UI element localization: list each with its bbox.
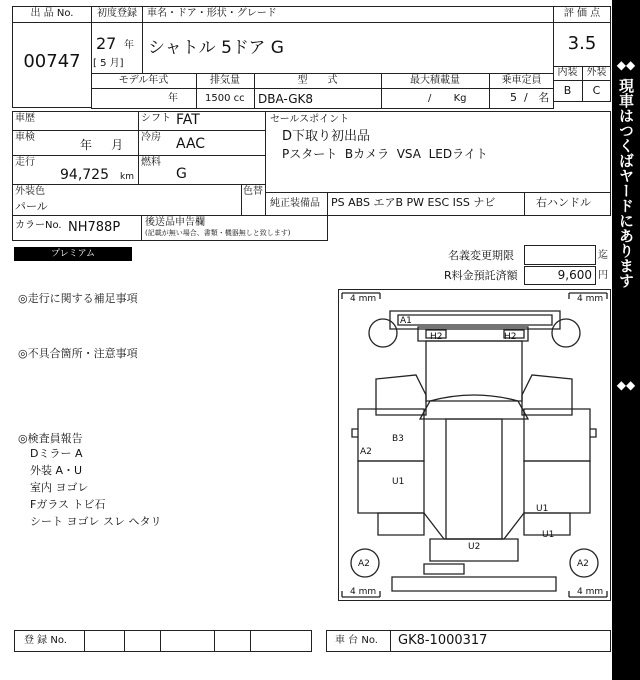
name-change-label: 名義変更期限	[448, 249, 514, 262]
displacement-label: 排気量	[210, 75, 240, 86]
model-label: 車名・ドア・形状・グレード	[147, 8, 277, 19]
mark-a2-rl: A2	[358, 559, 370, 569]
score-value: 3.5	[567, 33, 597, 54]
interior-grade-label: 内装	[557, 67, 578, 78]
equipment-value: PS ABS エアB PW ESC ISS ナビ	[331, 196, 496, 209]
sales-points-label: セールスポイント	[270, 114, 350, 125]
sales-point-1: D下取り初出品	[282, 129, 371, 144]
mileage-value: 94,725	[60, 167, 109, 183]
mark-a2-left: A2	[360, 447, 372, 457]
mark-b3: B3	[392, 434, 404, 444]
mark-u1-right-1: U1	[536, 504, 549, 514]
tire-depth-fl: 4 mm	[350, 294, 377, 304]
color-box	[12, 184, 266, 216]
displacement: 1500 cc	[205, 93, 245, 104]
registration-number-label: 登 録 No.	[24, 635, 67, 646]
score-label: 評 価 点	[563, 8, 601, 19]
report-line-5: シート ヨゴレ スレ ヘタリ	[30, 515, 162, 528]
inspection-value: 年 月	[80, 138, 124, 152]
color-value: パール	[15, 200, 48, 213]
chassis-number-label: 車 台 No.	[335, 635, 378, 646]
report-line-3: 室内 ヨゴレ	[30, 481, 89, 494]
year-char: 年	[124, 40, 134, 51]
driving-notes-heading: ◎走行に関する補足事項	[18, 292, 138, 305]
inspection-label: 車検	[15, 132, 35, 143]
capacity: 5 / 名	[510, 91, 550, 104]
car-diagram	[338, 289, 611, 601]
mark-h2-left: H2	[430, 332, 443, 342]
type-value: DBA-GK8	[258, 92, 313, 106]
tire-front-left	[369, 319, 397, 347]
mileage-label: 走行	[15, 157, 35, 168]
color-number: NH788P	[68, 220, 121, 235]
interior-grade: B	[563, 84, 572, 97]
model-year-label: モデル年式	[118, 75, 169, 86]
fuel-label: 燃料	[141, 157, 161, 168]
exterior-grade: C	[592, 84, 601, 97]
color-label: 外装色	[15, 186, 45, 197]
shift-label: シフト	[141, 113, 171, 124]
name-change-unit: 迄	[598, 250, 608, 261]
yard-location-text: 現車はつくばヤードにあります	[617, 78, 635, 288]
capacity-label: 乗車定員	[501, 75, 542, 86]
shift-value: FAT	[176, 112, 200, 128]
exterior-grade-label: 外装	[586, 67, 607, 78]
diamond-bottom: ◆◆	[616, 378, 636, 392]
diamond-top: ◆◆	[616, 58, 636, 72]
report-line-2: 外装 A・U	[30, 464, 83, 477]
sales-point-2: Pスタート Bカメラ VSA LEDライト	[282, 147, 488, 161]
premium-badge: プレミアム	[14, 247, 132, 261]
max-load: / Kg	[428, 93, 467, 104]
ac-value: AAC	[176, 136, 206, 152]
name-change-value	[524, 245, 596, 265]
inspector-report-heading: ◎検査員報告	[18, 432, 83, 445]
equipment-label: 純正装備品	[270, 198, 320, 209]
steering-value: 右ハンドル	[536, 196, 591, 209]
tire-depth-fr: 4 mm	[577, 294, 604, 304]
model-year-unit: 年	[168, 93, 178, 104]
yard-location-banner	[612, 0, 640, 680]
tire-depth-rl: 4 mm	[350, 587, 377, 597]
report-line-1: Dミラー A	[30, 447, 83, 460]
fuel-value: G	[176, 166, 187, 182]
mark-u1-left: U1	[392, 477, 405, 487]
mark-h2-right: H2	[504, 332, 517, 342]
first-registration-label: 初度登録	[97, 8, 137, 19]
recycle-value: 9,600	[557, 268, 592, 282]
model-name: シャトル 5ドア G	[148, 38, 284, 58]
type-label: 型 式	[297, 75, 338, 86]
report-line-4: Fガラス トビ石	[30, 498, 106, 511]
mileage-unit: km	[120, 172, 134, 182]
history-label: 車歴	[15, 113, 35, 124]
max-load-label: 最大積載量	[410, 75, 460, 86]
color-change-label: 色替	[243, 186, 263, 197]
chassis-number: GK8-1000317	[398, 633, 488, 648]
first-registration-month: [ 5 月]	[93, 58, 124, 69]
ac-label: 冷房	[141, 132, 161, 143]
tire-front-right	[552, 319, 580, 347]
recycle-unit: 円	[598, 270, 608, 281]
mark-a1: A1	[400, 316, 412, 326]
tire-depth-rr: 4 mm	[577, 587, 604, 597]
delivery-label: 後送品申告欄	[145, 217, 205, 228]
color-number-label: カラーNo.	[15, 220, 62, 231]
lot-number: 00747	[23, 51, 81, 72]
defect-notes-heading: ◎不具合箇所・注意事項	[18, 347, 138, 360]
lot-number-label: 出 品 No.	[30, 8, 74, 19]
mark-u1-right-2: U1	[542, 530, 555, 540]
mark-a2-rr: A2	[577, 559, 589, 569]
recycle-label: R料金預託済額	[444, 269, 518, 282]
delivery-note: (記載が無い場合、書類・機器無しと致します)	[145, 229, 291, 237]
mark-u2: U2	[468, 542, 481, 552]
first-registration-year: 27	[96, 34, 117, 53]
